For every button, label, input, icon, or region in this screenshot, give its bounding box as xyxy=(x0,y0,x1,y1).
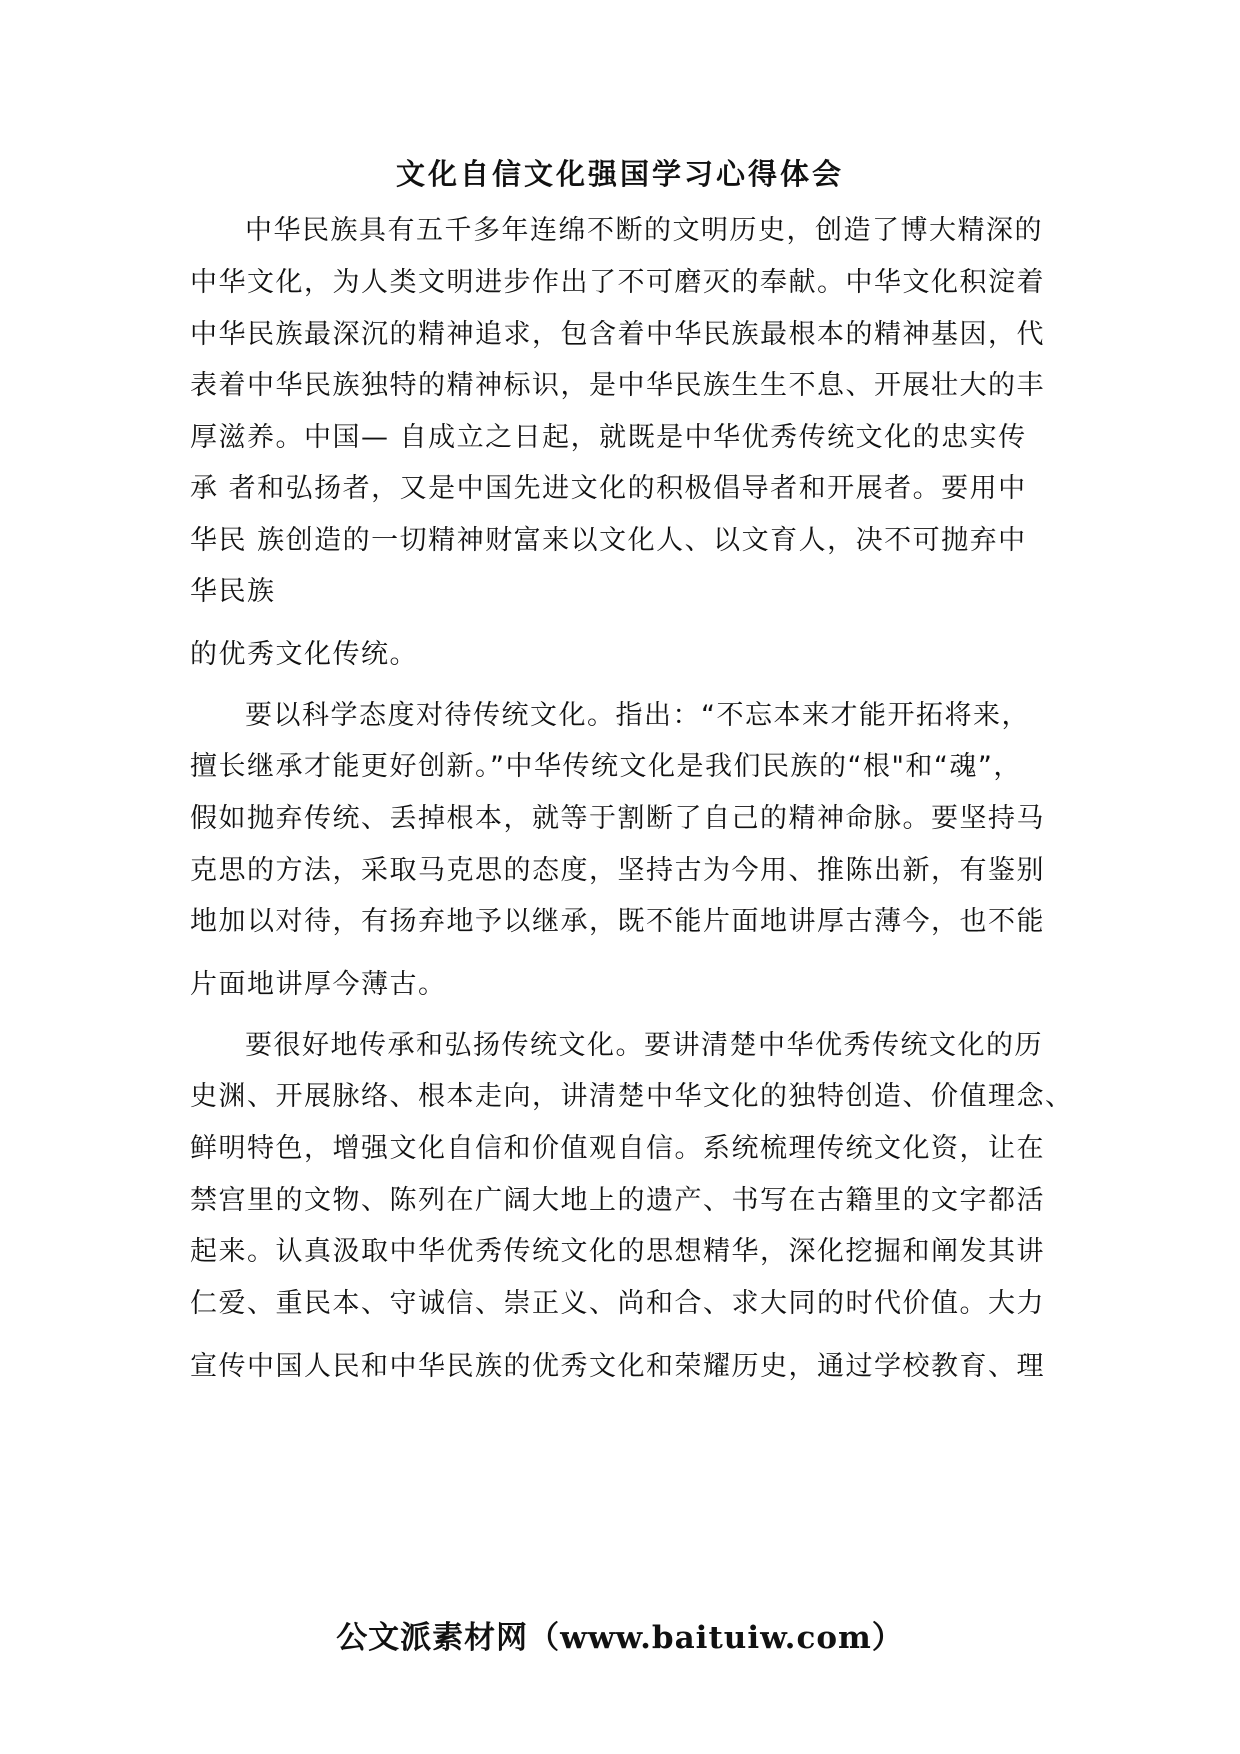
text-line: 承 者和弘扬者，又是中国先进文化的积极倡导者和开展者。要用中 xyxy=(190,473,1027,504)
text-line: 华民族 xyxy=(190,576,276,607)
text-line: 史渊、开展脉络、根本走向，讲清楚中华文化的独特创造、价值理念、 xyxy=(190,1081,1074,1112)
text-line: 表着中华民族独特的精神标识，是中华民族生生不息、开展壮大的丰 xyxy=(190,370,1045,401)
text-line: 宣传中国人民和中华民族的优秀文化和荣耀历史，通过学校教育、理 xyxy=(190,1351,1045,1382)
text-line: 中华文化，为人类文明进步作出了不可磨灭的奉献。中华文化积淀着 xyxy=(190,267,1045,298)
text-line: 华民 族创造的一切精神财富来以文化人、以文育人，决不可抛弃中 xyxy=(190,525,1027,556)
text-line: 中华民族最深沉的精神追求，包含着中华民族最根本的精神基因，代 xyxy=(190,319,1045,350)
text-line: 地加以对待，有扬弃地予以继承，既不能片面地讲厚古薄今，也不能 xyxy=(190,906,1045,937)
text-line: 的优秀文化传统。 xyxy=(190,639,418,670)
text-line: 要以科学态度对待传统文化。指出：“不忘本来才能开拓将来， xyxy=(245,700,1030,731)
text-line: 假如抛弃传统、丢掉根本，就等于割断了自己的精神命脉。要坚持马 xyxy=(190,803,1045,834)
text-line: 中华民族具有五千多年连绵不断的文明历史，创造了博大精深的 xyxy=(245,215,1043,246)
text-line: 克思的方法，采取马克思的态度，坚持古为今用、推陈出新，有鉴别 xyxy=(190,855,1045,886)
text-line: 起来。认真汲取中华优秀传统文化的思想精华，深化挖掘和阐发其讲 xyxy=(190,1236,1045,1267)
text-line: 禁宫里的文物、陈列在广阔大地上的遗产、书写在古籍里的文字都活 xyxy=(190,1185,1045,1216)
text-line: 鲜明特色，增强文化自信和价值观自信。系统梳理传统文化资，让在 xyxy=(190,1133,1045,1164)
text-line: 厚滋养。中国— 自成立之日起，就既是中华优秀传统文化的忠实传 xyxy=(190,422,1027,453)
text-line: 擅长继承才能更好创新。”中华传统文化是我们民族的“根"和“魂”， xyxy=(190,751,1022,782)
text-line: 片面地讲厚今薄古。 xyxy=(190,969,447,1000)
text-line: 要很好地传承和弘扬传统文化。要讲清楚中华优秀传统文化的历 xyxy=(245,1030,1043,1061)
text-line: 仁爱、重民本、守诚信、崇正义、尚和合、求大同的时代价值。大力 xyxy=(190,1288,1045,1319)
footer-watermark: 公文派素材网（www.baituiw.com） xyxy=(336,1620,904,1656)
page-title: 文化自信文化强国学习心得体会 xyxy=(395,157,844,191)
